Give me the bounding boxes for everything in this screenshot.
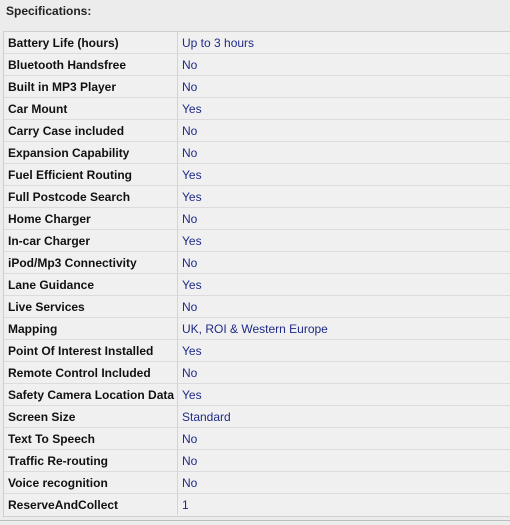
spec-label: Lane Guidance [4, 274, 178, 296]
spec-label: Traffic Re-routing [4, 450, 178, 472]
spec-label: Home Charger [4, 208, 178, 230]
spec-value: Yes [178, 230, 510, 252]
table-row [4, 98, 510, 120]
spec-value: Standard [178, 406, 510, 428]
spec-value: Up to 3 hours [178, 32, 510, 54]
spec-value: No [178, 142, 510, 164]
spec-value: No [178, 76, 510, 98]
spec-label: Point Of Interest Installed [4, 340, 178, 362]
table-row [4, 428, 510, 450]
table-row [4, 32, 510, 54]
table-row [4, 406, 510, 428]
table-row [4, 340, 510, 362]
table-row [4, 208, 510, 230]
spec-label: Safety Camera Location Data [4, 384, 178, 406]
specifications-table-body [4, 32, 510, 515]
spec-value: 1 [182, 497, 189, 512]
spec-label: Text To Speech [4, 428, 178, 450]
table-row [4, 362, 510, 384]
specifications-table [4, 32, 510, 515]
spec-value: No [178, 472, 510, 494]
spec-label: Battery Life (hours) [4, 32, 178, 54]
spec-label: iPod/Mp3 Connectivity [4, 252, 178, 274]
spec-value: No [178, 296, 510, 318]
spec-value: Yes [178, 384, 510, 406]
spec-label: In-car Charger [4, 230, 178, 252]
table-row [4, 274, 510, 296]
spec-value: Yes [178, 164, 510, 186]
table-row [4, 384, 510, 406]
spec-value: Yes [178, 186, 510, 208]
spec-value: No [178, 450, 510, 472]
spec-value: No [178, 252, 510, 274]
bottom-divider [0, 520, 510, 521]
spec-label: Full Postcode Search [4, 186, 178, 208]
spec-label: Voice recognition [4, 472, 178, 494]
table-row [4, 164, 510, 186]
spec-label: Mapping [4, 318, 178, 340]
spec-label: Bluetooth Handsfree [4, 54, 178, 76]
table-row [4, 252, 510, 274]
table-row [4, 230, 510, 252]
spec-value: Yes [178, 98, 510, 120]
spec-label: Carry Case included [4, 120, 178, 142]
table-row [4, 318, 510, 340]
spec-value: No [178, 428, 510, 450]
table-row [4, 120, 510, 142]
spec-value: No [178, 54, 510, 76]
spec-label: Remote Control Included [4, 362, 178, 384]
spec-label: Fuel Efficient Routing [4, 164, 178, 186]
spec-label: Screen Size [4, 406, 178, 428]
spec-label: ReserveAndCollect [4, 494, 178, 515]
table-row [4, 76, 510, 98]
table-row [4, 54, 510, 76]
specifications-heading: Specifications: [6, 4, 92, 18]
spec-label: Live Services [4, 296, 178, 318]
spec-label: Car Mount [4, 98, 178, 120]
spec-value: Yes [178, 340, 510, 362]
table-row [4, 494, 510, 515]
table-row [4, 142, 510, 164]
spec-value: No [178, 120, 510, 142]
spec-value: UK, ROI & Western Europe [178, 318, 510, 340]
spec-label: Expansion Capability [4, 142, 178, 164]
table-row [4, 450, 510, 472]
table-row [4, 472, 510, 494]
spec-value: No [178, 208, 510, 230]
spec-value: Yes [178, 274, 510, 296]
spec-label: Built in MP3 Player [4, 76, 178, 98]
specifications-table-wrapper [3, 31, 510, 517]
spec-value: No [178, 362, 510, 384]
table-row [4, 186, 510, 208]
table-row [4, 296, 510, 318]
